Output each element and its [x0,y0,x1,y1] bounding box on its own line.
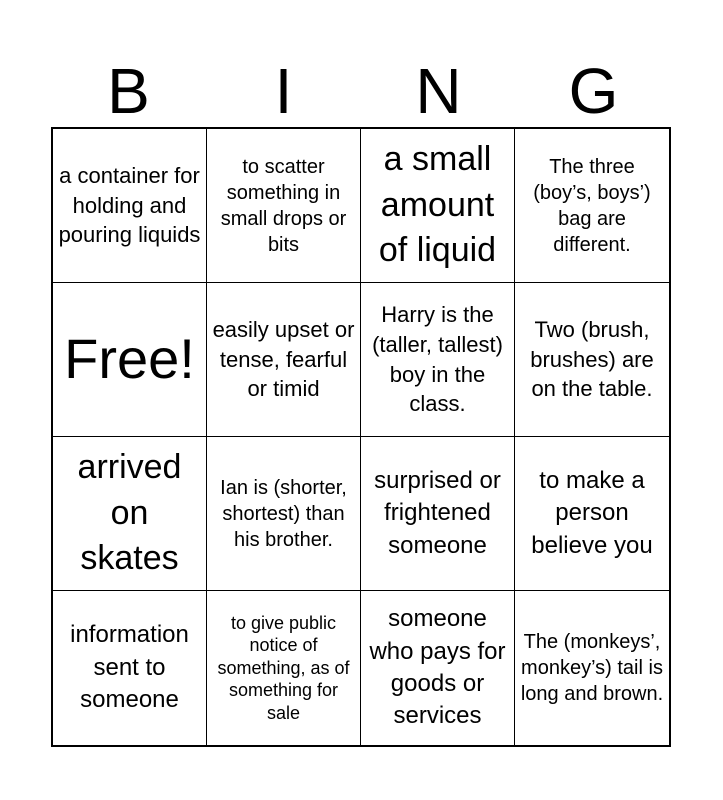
bingo-cell-r4c1[interactable] [53,591,207,745]
bingo-cell-text: Two (brush, brushes) are on the table. [530,316,654,402]
bingo-cell-text: to make a person believe you [531,466,653,559]
bingo-cell-r3c2[interactable] [207,437,361,591]
bingo-cell-text: to give public notice of something, as of something for sale [217,612,350,723]
bingo-cell-text: a small amount of liquid [378,139,497,270]
bingo-cell-r2c3[interactable] [361,283,515,437]
bingo-cell-r1c1[interactable] [53,129,207,283]
bingo-cell-text: easily upset or tense, fearful or timid [212,316,355,402]
bingo-cell-r3c3[interactable] [361,437,515,591]
bingo-cell-r4c2[interactable] [207,591,361,745]
bingo-cell-text: Ian is (shorter, shortest) than his brother. [220,476,347,551]
header-letter-g: G [568,55,619,127]
header-letter-b: B [107,55,150,127]
bingo-cell-text: The three (boy’s, boys’) bag are different. [533,155,651,256]
free-space-text: Free! [64,327,195,391]
header-letter-i: I [274,55,293,127]
bingo-cell-text: a container for holding and pouring liquids [58,162,201,248]
bingo-cell-text: arrived on skates [77,447,182,578]
bingo-cell-free[interactable] [53,283,207,437]
bingo-cell-r2c2[interactable] [207,283,361,437]
bingo-cell-r1c3[interactable] [361,129,515,283]
header-letter-n: N [415,55,462,127]
bingo-cell-text: someone who pays for goods or services [369,605,506,730]
bingo-cell-text: The (monkeys’, monkey’s) tail is long and brown. [520,631,664,705]
bingo-cell-r3c1[interactable] [53,437,207,591]
bingo-cell-r1c2[interactable] [207,129,361,283]
bingo-card-grid [51,127,671,747]
bingo-cell-text: to scatter something in small drops or bits [220,155,347,256]
bingo-cell-r3c4[interactable] [515,437,669,591]
bingo-cell-r4c3[interactable] [361,591,515,745]
bingo-cell-r1c4[interactable] [515,129,669,283]
bingo-cell-text: surprised or frightened someone [374,466,501,559]
bingo-cell-r4c4[interactable] [515,591,669,745]
bingo-cell-text: Harry is the (taller, tallest) boy in the class. [372,302,503,417]
bingo-header [51,55,671,127]
bingo-cell-r2c4[interactable] [515,283,669,437]
bingo-cell-text: information sent to someone [70,621,189,714]
